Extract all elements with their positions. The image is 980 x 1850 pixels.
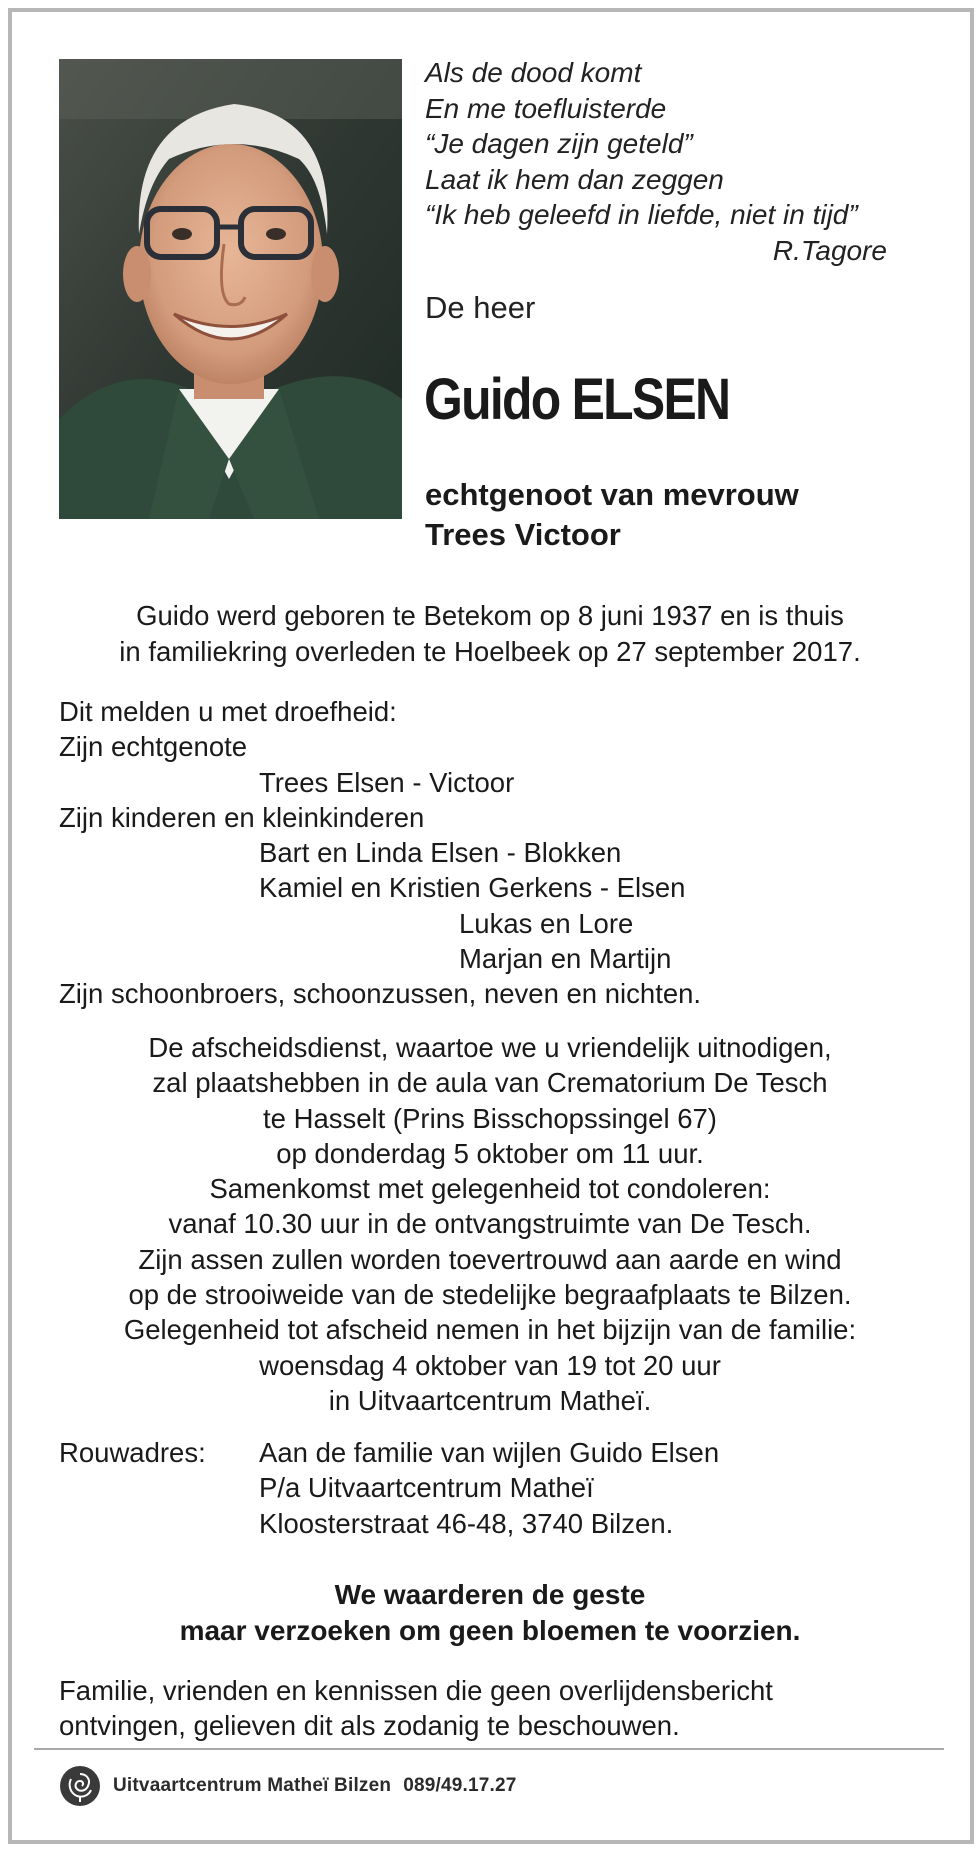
birth-death-statement (40, 598, 940, 669)
spouse-label: Zijn echtgenote (59, 731, 248, 763)
child-entry: Kamiel en Kristien Gerkens - Elsen (259, 872, 686, 904)
grandchild-entry: Lukas en Lore (459, 907, 634, 939)
footer-divider (34, 1748, 944, 1750)
children-label: Zijn kinderen en kleinkinderen (59, 801, 425, 833)
other-relatives: Zijn schoonbroers, schoonzussen, neven en nichten. (59, 978, 702, 1010)
ceremony-line: zal plaatshebben in de aula van Crematorium De Tesch (152, 1067, 828, 1099)
portrait-illustration (59, 59, 402, 519)
ceremony-line: op de strooiweide van de stedelijke begraafplaats te Bilzen. (128, 1279, 852, 1311)
notification-footnote (59, 1673, 939, 1744)
ceremony-line: De afscheidsdienst, waartoe we u vriendelijk uitnodigen, (148, 1032, 832, 1063)
portrait-photo (59, 59, 402, 519)
address-line: Aan de familie van wijlen Guido Elsen (259, 1437, 720, 1468)
ceremony-line: Samenkomst met gelegenheid tot condoleren: (209, 1173, 771, 1205)
ceremony-line: Gelegenheid tot afscheid nemen in het bijzijn van de familie: (123, 1314, 857, 1346)
spouse-of (425, 475, 799, 555)
funeral-home-name: Uitvaartcentrum Matheï Bilzen (113, 1775, 392, 1796)
address-lines (259, 1435, 859, 1541)
child-entry: Bart en Linda Elsen - Blokken (259, 837, 622, 869)
poem-line: Laat ik hem dan zeggen (425, 163, 724, 195)
honorific: De heer (425, 290, 536, 325)
ceremony-line: in Uitvaartcentrum Matheï. (328, 1384, 652, 1416)
funeral-home-phone: 089/49.17.27 (403, 1775, 517, 1796)
flowers-request (40, 1577, 940, 1649)
closing-line: maar verzoeken om geen bloemen te voorzien. (179, 1615, 801, 1646)
poem-line: “Je dagen zijn geteld” (425, 128, 693, 159)
poem-line: “Ik heb geleefd in liefde, niet in tijd” (425, 199, 858, 230)
grandchild-entry: Marjan en Martijn (459, 943, 672, 975)
family-list (59, 694, 939, 1012)
footnote-line: Familie, vrienden en kennissen die geen overlijdensbericht (59, 1675, 773, 1706)
spouse-line-2: Trees Victoor (425, 517, 621, 552)
footnote-line: ontvingen, gelieven dit als zodanig te beschouwen. (59, 1710, 680, 1742)
address-line: P/a Uitvaartcentrum Matheï (259, 1472, 594, 1504)
birth-line: Guido werd geboren te Betekom op 8 juni 1937 en is thuis (136, 600, 844, 631)
closing-line: We waarderen de geste (334, 1579, 646, 1610)
funeral-home-info (113, 1775, 517, 1797)
ceremony-line: vanaf 10.30 uur in de ontvangstruimte van De Tesch. (168, 1208, 812, 1240)
ceremony-line: Zijn assen zullen worden toevertrouwd aan aarde en wind (138, 1243, 842, 1275)
poem (425, 55, 925, 268)
ceremony-line: te Hasselt (Prins Bisschopssingel 67) (263, 1102, 717, 1134)
spouse-name: Trees Elsen - Victoor (259, 766, 515, 798)
address-line: Kloosterstraat 46-48, 3740 Bilzen. (259, 1507, 674, 1539)
family-intro: Dit melden u met droefheid: (59, 696, 397, 727)
rose-logo-icon (59, 1765, 101, 1807)
spouse-line-1: echtgenoot van mevrouw (425, 477, 799, 512)
poem-author: R.Tagore (772, 234, 887, 266)
birth-line: in familiekring overleden te Hoelbeek op 27 september 2017. (119, 635, 861, 667)
deceased-name: Guido ELSEN (424, 367, 730, 432)
footer (59, 1764, 517, 1808)
ceremony-line: woensdag 4 oktober van 19 tot 20 uur (259, 1349, 721, 1381)
ceremony-details (40, 1030, 940, 1418)
poem-line: Als de dood komt (425, 57, 642, 88)
poem-line: En me toefluisterde (425, 92, 667, 124)
address-label: Rouwadres: (59, 1437, 206, 1468)
ceremony-line: op donderdag 5 oktober om 11 uur. (276, 1137, 704, 1169)
